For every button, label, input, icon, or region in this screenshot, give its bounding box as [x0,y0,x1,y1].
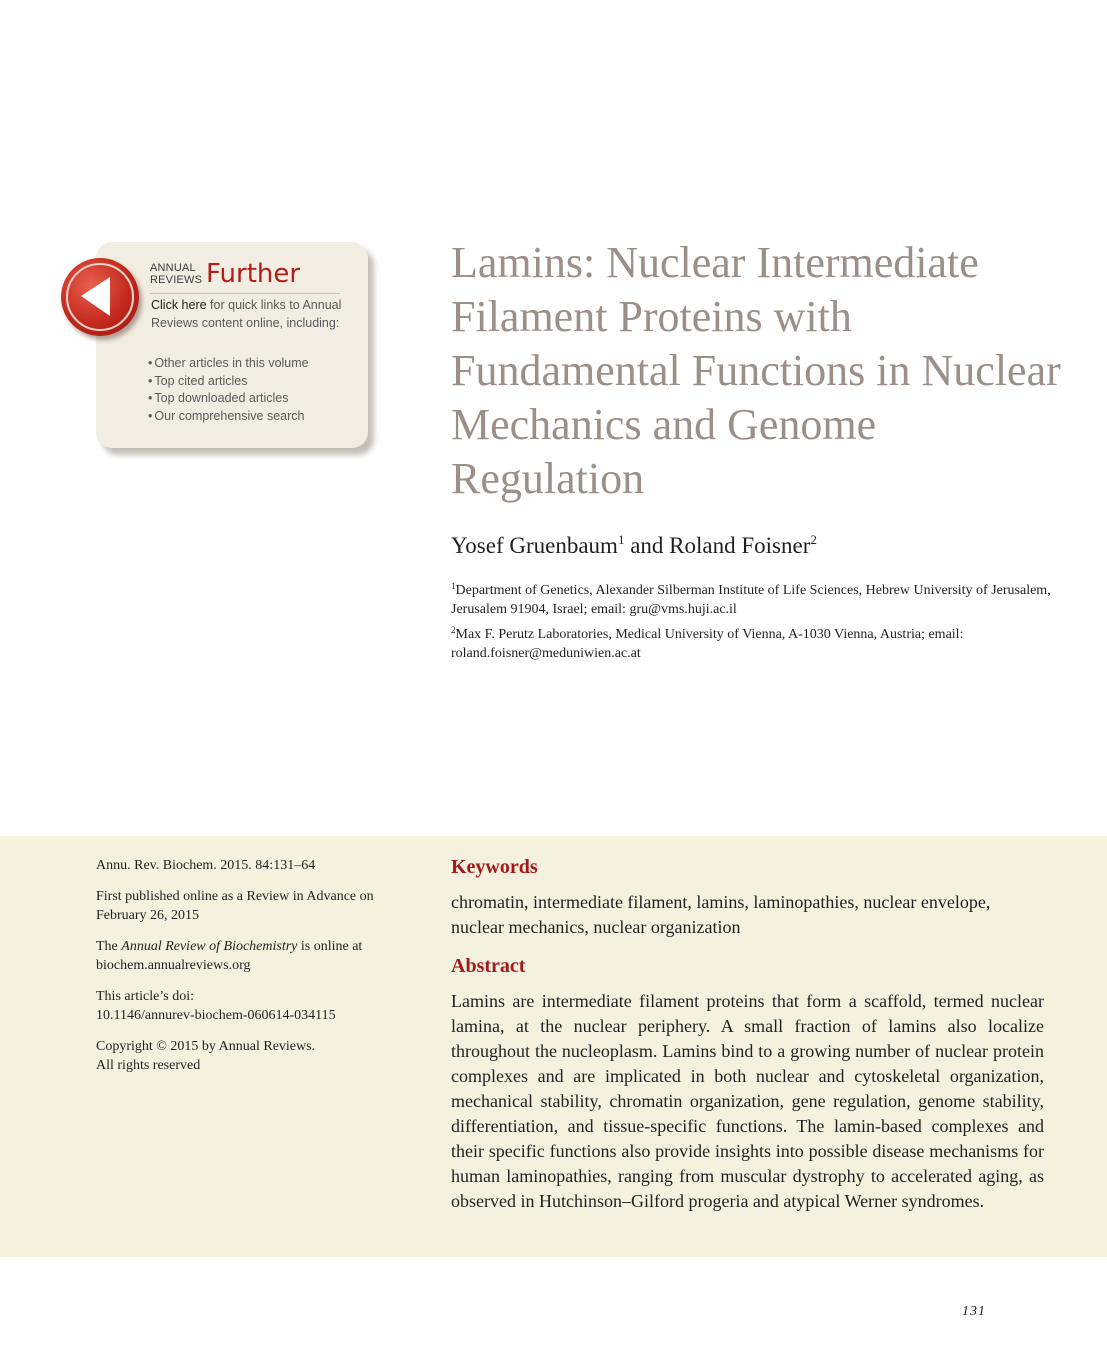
article-title: Lamins: Nuclear Intermediate Filament Proteins with Fundamental Functions in Nuclear Mechanics and Genome Regulation [451,238,1061,503]
abstract-text: Lamins are intermediate filament proteins that form a scaffold, termed nuclear lamina, at the nuclear periphery. A small fraction of lamins also localize throughout the nucleoplasm. Lamins bind to a growing number of nuclear protein complexes and are implicated in both nuclear and cytoskeletal organization, mechanical stability, chromatin organization, gene regulation, genome stability, differentiation, and tissue-specific functions. The lamin-based complexes and their specific functions also provide insights into possible disease mechanisms for human laminopathies, ranging from muscular dystrophy to accelerated aging, as observed in Hutchinson–Gilford progeria and atypical Werner syndromes. [451,991,1044,1211]
affiliation-2: $^2$Max F. Perutz Laboratories, Medical University of Vienna, A-1030 Vienna, Austria; email: roland.foisner@meduniwien.ac.at [451,625,964,661]
further-link-top-cited[interactable]: • Top cited articles [148,373,309,391]
copyright: Copyright © 2015 by Annual Reviews. All rights reserved [96,1039,316,1073]
further-link-top-downloaded[interactable]: • Top downloaded articles [148,390,309,408]
published-date: First published online as a Review in Advance on February 26, 2015 [96,889,374,923]
doi-value: 10.1146/annurev-biochem-060614-034115 [96,1007,336,1023]
author-2: Roland Foisner [669,533,811,558]
article-authors: Yosef Gruenbaum$^1$ and Roland Foisner$^2$ [451,532,817,558]
citation: Annu. Rev. Biochem. 2015. 84:131–64 [96,858,316,873]
annual-reviews-logo: ANNUAL REVIEWS [150,262,203,286]
keywords-heading: Keywords [451,856,538,878]
journal-online: The Annual Review of Biochemistry is online at biochem.annualreviews.org [96,939,363,973]
further-links-list [148,355,309,425]
further-link-search[interactable]: • Our comprehensive search [148,408,309,426]
abstract-heading: Abstract [451,955,526,977]
page-number: 131 [962,1304,986,1319]
further-title: Further [206,259,301,289]
author-1: Yosef Gruenbaum [451,533,618,558]
click-here-link[interactable]: Click here [151,298,207,312]
doi-info: This article’s doi: 10.1146/annurev-biochem-060614-034115 [96,988,416,1025]
further-header [150,259,340,294]
back-arrow-icon[interactable] [61,258,139,336]
further-link-other-articles[interactable]: • Other articles in this volume [148,355,309,373]
further-reviews-box[interactable] [60,238,390,460]
affiliation-1: $^1$Department of Genetics, Alexander Silberman Institute of Life Sciences, Hebrew University of Jerusalem, Jerusalem 91904, Israel; email: gru@vms.huji.ac.il [451,581,1051,617]
keywords-text: chromatin, intermediate filament, lamins, laminopathies, nuclear envelope, nuclear mechanics, nuclear organization [451,892,991,937]
further-description: Click here for quick links to Annual Reviews content online, including: [151,298,342,330]
